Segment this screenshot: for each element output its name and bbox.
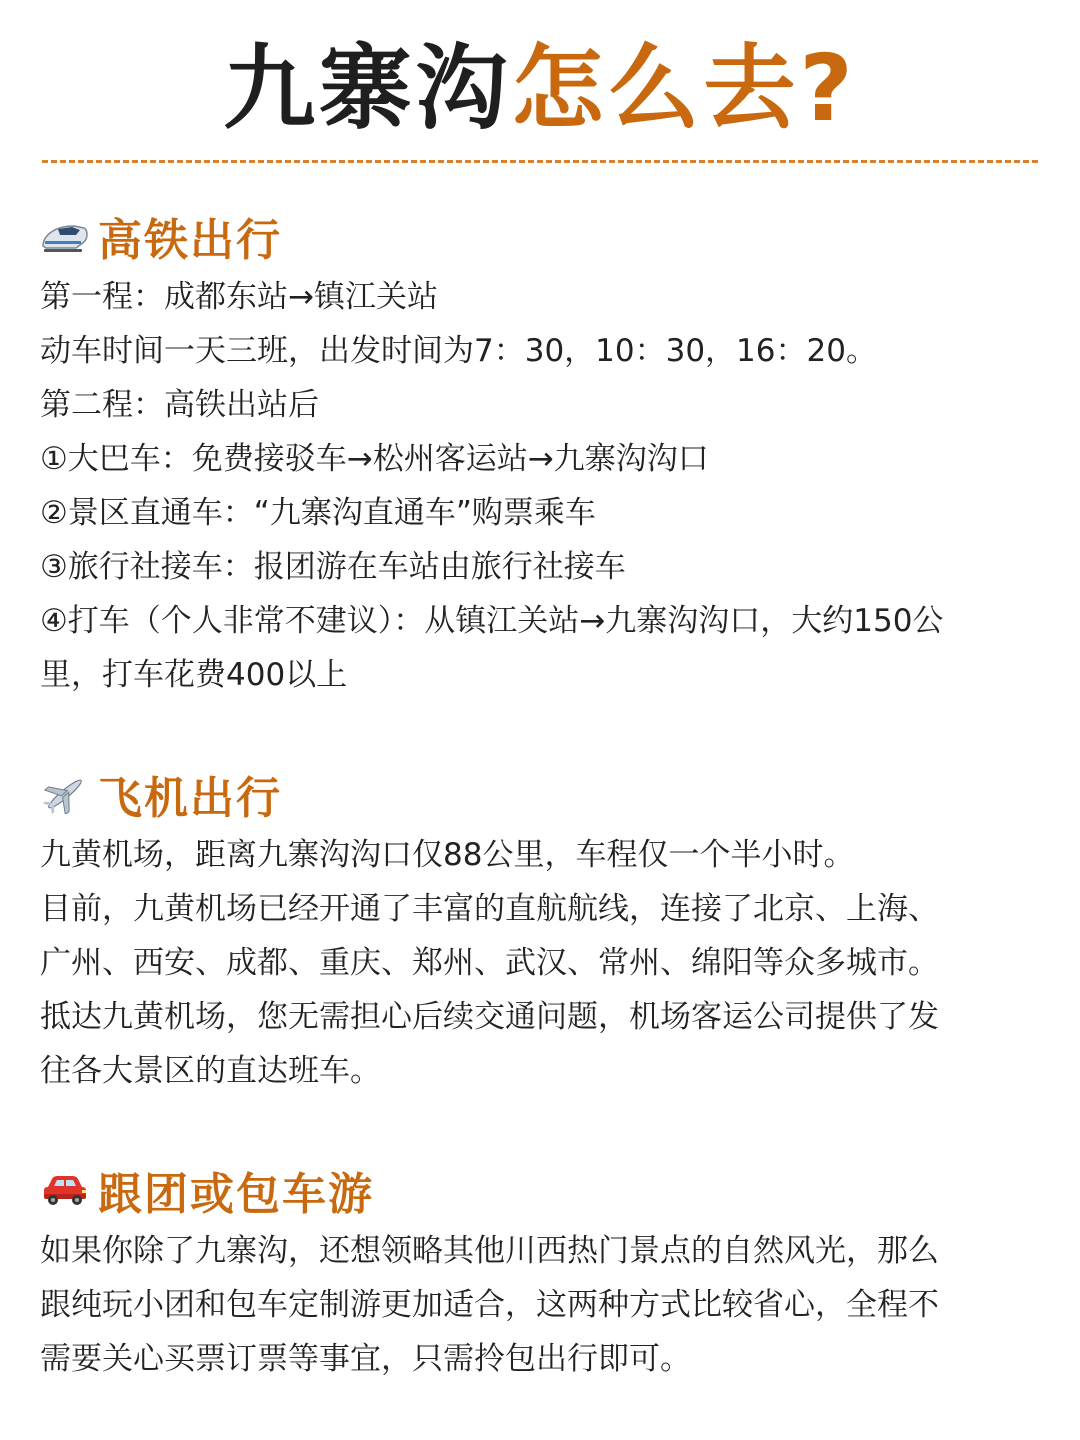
text-line: 抵达九黄机场，您无需担心后续交通问题，机场客运公司提供了发 — [40, 999, 939, 1035]
text-line: 需要关心买票订票等事宜，只需拎包出行即可。 — [40, 1341, 691, 1377]
text-line: 目前，九黄机场已经开通了丰富的直航航线，连接了北京、上海、 — [40, 891, 939, 927]
section-header — [40, 1160, 1040, 1220]
section-title: 跟团或包车游 — [98, 1169, 374, 1220]
text-line: 九黄机场，距离九寨沟沟口仅88公里，车程仅一个半小时。 — [40, 837, 855, 873]
title-part-dark: 九寨沟 — [223, 35, 512, 142]
section-title: 高铁出行 — [98, 215, 282, 266]
text-line: ②景区直通车：“九寨沟直通车”购票乘车 — [40, 495, 596, 531]
section-flight — [40, 764, 1040, 1098]
section-header — [40, 206, 1040, 266]
section-high-speed-rail — [40, 206, 1040, 702]
text-line: ①大巴车：免费接驳车→松州客运站→九寨沟沟口 — [40, 441, 709, 477]
text-line: 跟纯玩小团和包车定制游更加适合，这两种方式比较省心，全程不 — [40, 1287, 939, 1323]
text-line: 动车时间一天三班，出发时间为7：30，10：30，16：20。 — [40, 333, 877, 369]
text-line: 里，打车花费400以上 — [40, 657, 348, 693]
section-tour-charter — [40, 1160, 1040, 1386]
text-line: ④打车（个人非常不建议）：从镇江关站→九寨沟沟口，大约150公 — [40, 603, 944, 639]
text-line: 第一程：成都东站→镇江关站 — [40, 279, 438, 315]
page-title — [0, 34, 1080, 144]
text-line: ③旅行社接车：报团游在车站由旅行社接车 — [40, 549, 626, 585]
airplane-icon — [40, 774, 90, 814]
text-line: 第二程：高铁出站后 — [40, 387, 319, 423]
section-header — [40, 764, 1040, 824]
high-speed-train-icon — [40, 216, 90, 256]
dashed-divider — [42, 160, 1038, 163]
car-icon — [40, 1170, 90, 1210]
section-title: 飞机出行 — [98, 773, 282, 824]
text-line: 往各大景区的直达班车。 — [40, 1053, 381, 1089]
text-line: 广州、西安、成都、重庆、郑州、武汉、常州、绵阳等众多城市。 — [40, 945, 939, 981]
text-line: 如果你除了九寨沟，还想领略其他川西热门景点的自然风光，那么 — [40, 1233, 939, 1269]
title-part-accent: 怎么去? — [511, 35, 857, 142]
